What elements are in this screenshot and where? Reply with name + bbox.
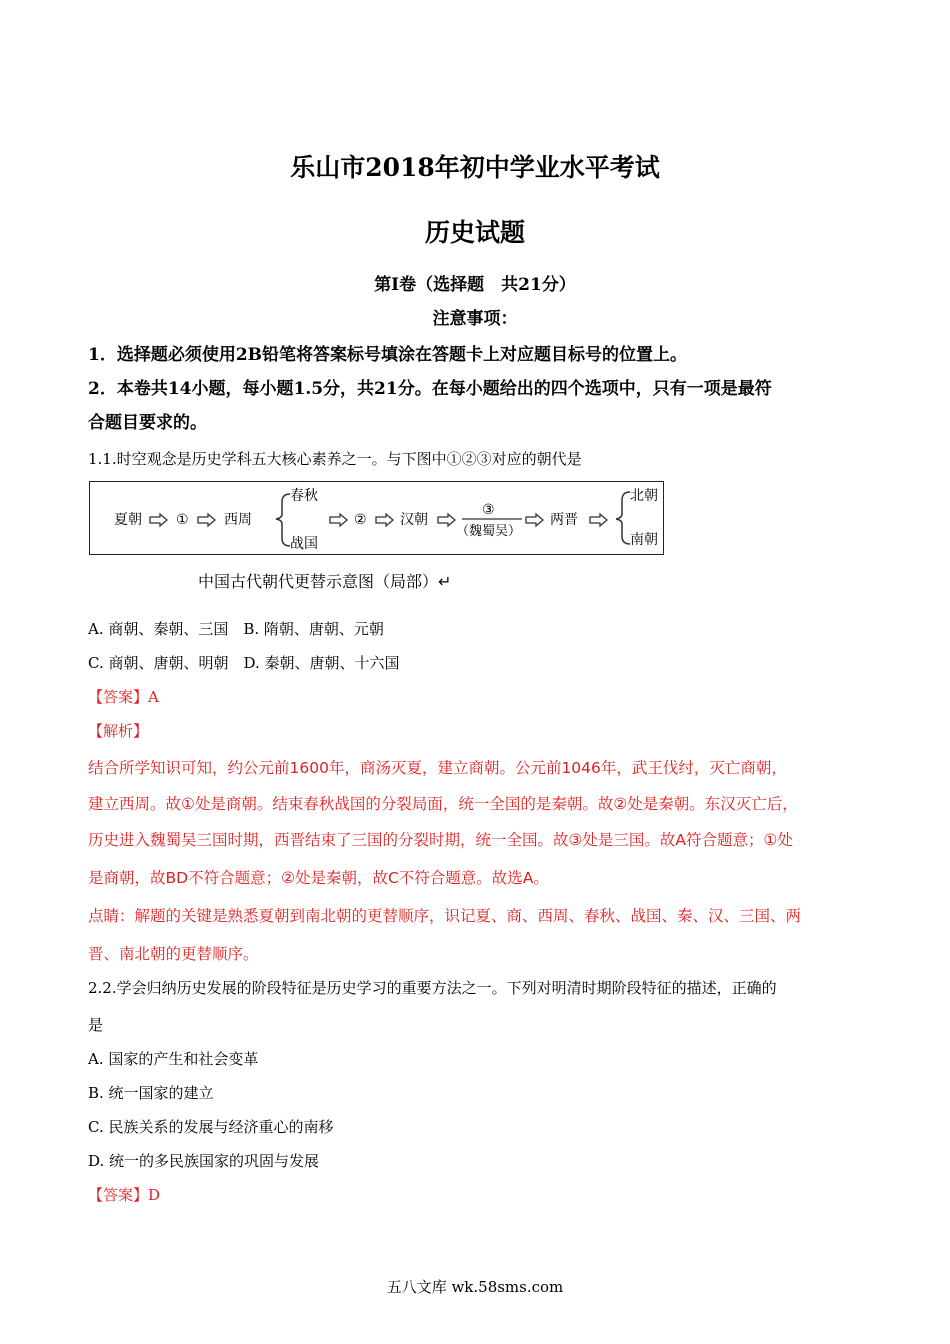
label-c2: ② (354, 512, 367, 528)
label-chunqiu: 春秋 (290, 488, 318, 504)
q2-option-a: A. 国家的产生和社会变革 (88, 1050, 259, 1068)
label-weishuwu: （魏蜀吴） (456, 524, 522, 539)
q2-option-b: B. 统一国家的建立 (88, 1084, 214, 1102)
q1-analysis-label: 【解析】 (88, 722, 149, 740)
arrow-7 (590, 514, 607, 526)
q2-option-d: D. 统一的多民族国家的巩固与发展 (88, 1152, 320, 1170)
brace-left (276, 494, 290, 546)
q1-options-ab: A. 商朝、秦朝、三国 B. 隋朝、唐朝、元朝 (88, 620, 384, 638)
label-xizhou: 西周 (224, 512, 252, 528)
label-nanchao: 南朝 (630, 532, 658, 548)
arrow-6 (526, 514, 543, 526)
diagram-caption: 中国古代朝代更替示意图（局部）↵ (198, 572, 452, 591)
label-zhanguo: 战国 (290, 536, 318, 552)
analysis-line-2: 建立西周。故①处是商朝。结束春秋战国的分裂局面，统一全国的是秦朝。故②处是秦朝。东汉灭亡后， (88, 795, 798, 813)
brace-right (616, 492, 630, 544)
analysis-line-4: 是商朝，故BD不符合题意；②处是秦朝，故C不符合题意。故选A。 (88, 869, 549, 887)
q1-stem: 1.1.时空观念是历史学科五大核心素养之一。与下图中①②③对应的朝代是 (88, 450, 582, 468)
label-c1: ① (176, 512, 189, 528)
label-hanchao: 汉朝 (400, 512, 428, 528)
arrow-3 (330, 514, 347, 526)
q2-stem-cont: 是 (88, 1016, 104, 1034)
notice-2: 2．本卷共14小题，每小题1.5分，共21分。在每小题给出的四个选项中，只有一项是最符 (88, 379, 772, 399)
label-liangjin: 两晋 (550, 512, 578, 528)
analysis-line-1: 结合所学知识可知，约公元前1600年，商汤灭夏，建立商朝。公元前1046年，武王伐纣，灭亡商朝， (88, 759, 787, 777)
tip-line-2: 晋、南北朝的更替顺序。 (88, 945, 259, 963)
notice-2-cont: 合题目要求的。 (88, 413, 207, 433)
analysis-line-3: 历史进入魏蜀吴三国时期，西晋结束了三国的分裂时期，统一全国。故③处是三国。故A符合题意；①处 (88, 831, 793, 849)
label-beichao: 北朝 (630, 488, 658, 504)
subject-title: 历史试题 (424, 218, 525, 247)
q2-stem: 2.2.学会归纳历史发展的阶段特征是历史学习的重要方法之一。下列对明清时期阶段特征的描述，正确的 (88, 979, 777, 997)
notice-1: 1．选择题必须使用2B铅笔将答案标号填涂在答题卡上对应题目标号的位置上。 (88, 345, 688, 365)
q2-option-c: C. 民族关系的发展与经济重心的南移 (88, 1118, 334, 1136)
q1-answer: 【答案】A (88, 688, 159, 706)
arrow-1 (150, 514, 167, 526)
label-c3: ③ (482, 502, 495, 518)
notice-title: 注意事项： (432, 309, 518, 329)
exam-title: 乐山市2018年初中学业水平考试 (290, 153, 660, 182)
label-xia: 夏朝 (114, 512, 142, 528)
page-footer: 五八文库 wk.58sms.com (386, 1278, 564, 1296)
arrow-4 (376, 514, 393, 526)
arrow-2 (198, 514, 215, 526)
arrow-5 (438, 514, 455, 526)
section-title: 第Ⅰ卷（选择题 共21分） (374, 275, 576, 295)
dynasty-diagram (89, 481, 664, 555)
q1-options-cd: C. 商朝、唐朝、明朝 D. 秦朝、唐朝、十六国 (88, 654, 400, 672)
q2-answer: 【答案】D (88, 1186, 161, 1204)
tip-line-1: 点睛：解题的关键是熟悉夏朝到南北朝的更替顺序，识记夏、商、西周、春秋、战国、秦、汉、三国、两 (88, 907, 802, 925)
